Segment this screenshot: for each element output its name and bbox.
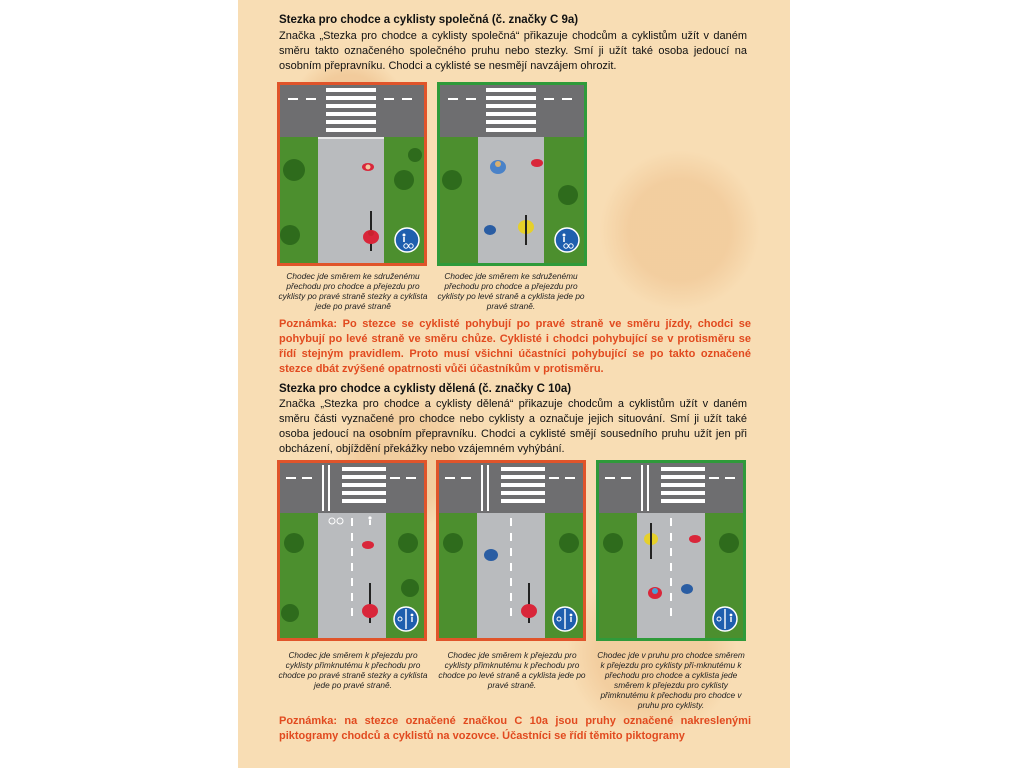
- pedestrian-cyclist-sign-icon: [395, 228, 419, 252]
- divided-path-sign-icon: [553, 607, 577, 631]
- document-page: [238, 0, 790, 768]
- illustration-shared-path-1: [277, 82, 427, 266]
- pedestrian-figure: [362, 163, 374, 171]
- illustration-divided-path-1: [277, 460, 427, 641]
- illustration-shared-path-2: [437, 82, 587, 266]
- divided-path-sign-icon: [713, 607, 737, 631]
- illustration-divided-path-3: [596, 460, 746, 641]
- divided-path-sign-icon: [394, 607, 418, 631]
- pedestrian-cyclist-sign-icon: [555, 228, 579, 252]
- section1-note: Poznámka: Po stezce se cyklisté pohybují po pravé straně ve směru jízdy, chodci se pohybují po levé straně ve směru chůze. Cyklisté i chodci pohybující se v protisměru se řídí stejným pravidlem. Proto musí všichni účastníci pohybující se po takto označené stezce dbát zvýšené opatrnosti vůči účastníkům v protisměru.: [279, 318, 751, 375]
- caption-divided-3: Chodec jde v pruhu pro chodce směrem k přejezdu pro cyklisty při-mknutému k přechodu pro chodce a cyklista jede směrem k přejezdu pro cyklisty přimknutému k přechodu pro chodce v pruhu pro cyklisty.: [597, 650, 745, 710]
- section2-note: Poznámka: na stezce označené značkou C 10a jsou pruhy označené nakreslenými piktogramy chodců a cyklistů na vozovce. Účastníci se řídí těmito piktogramy: [279, 715, 751, 742]
- caption-divided-1: Chodec jde směrem k přejezdu pro cyklisty přimknutému k přechodu pro chodce po pravé straně stezky a cyklista jede po pravé straně.: [278, 650, 428, 690]
- section2-paragraph: Značka „Stezka pro chodce a cyklisty dělená“ přikazuje chodcům a cyklistům užít v daném směru části vyznačené pro chodce nebo cyklisty a označuje jejich situování. Smí ji užít také osoba jedoucí na osobním přepravníku. Chodci a cyklisté smějí sousedního pruhu užít jen při obcházení, objíždění překážky nebo vzájemném vyhýbání.: [279, 398, 747, 455]
- section2-heading: Stezka pro chodce a cyklisty dělená (č. značky C 10a): [279, 383, 572, 395]
- caption-shared-2: Chodec jde směrem ke sdruženému přechodu pro chodce a přejezdu pro cyklisty po levé straně a cyklista jede po pravé straně.: [437, 271, 585, 311]
- caption-divided-2: Chodec jde směrem k přejezdu pro cyklisty přimknutému k přechodu pro chodce po levé straně a cyklista jede po pravé straně.: [438, 650, 586, 690]
- section1-heading: Stezka pro chodce a cyklisty společná (č. značky C 9a): [279, 14, 579, 26]
- section1-paragraph: Značka „Stezka pro chodce a cyklisty společná“ přikazuje chodcům a cyklistům užít v daném směru takto označeného společného pruhu nebo stezky. Smí ji užít také osoba jedoucí na osobním přepravníku. Chodci a cyklisté se nesmějí navzájem ohrozit.: [279, 30, 747, 72]
- caption-shared-1: Chodec jde směrem ke sdruženému přechodu pro chodce a přejezdu pro cyklisty po pravé straně stezky a cyklista jede po pravé straně: [278, 271, 428, 311]
- illustration-divided-path-2: [436, 460, 586, 641]
